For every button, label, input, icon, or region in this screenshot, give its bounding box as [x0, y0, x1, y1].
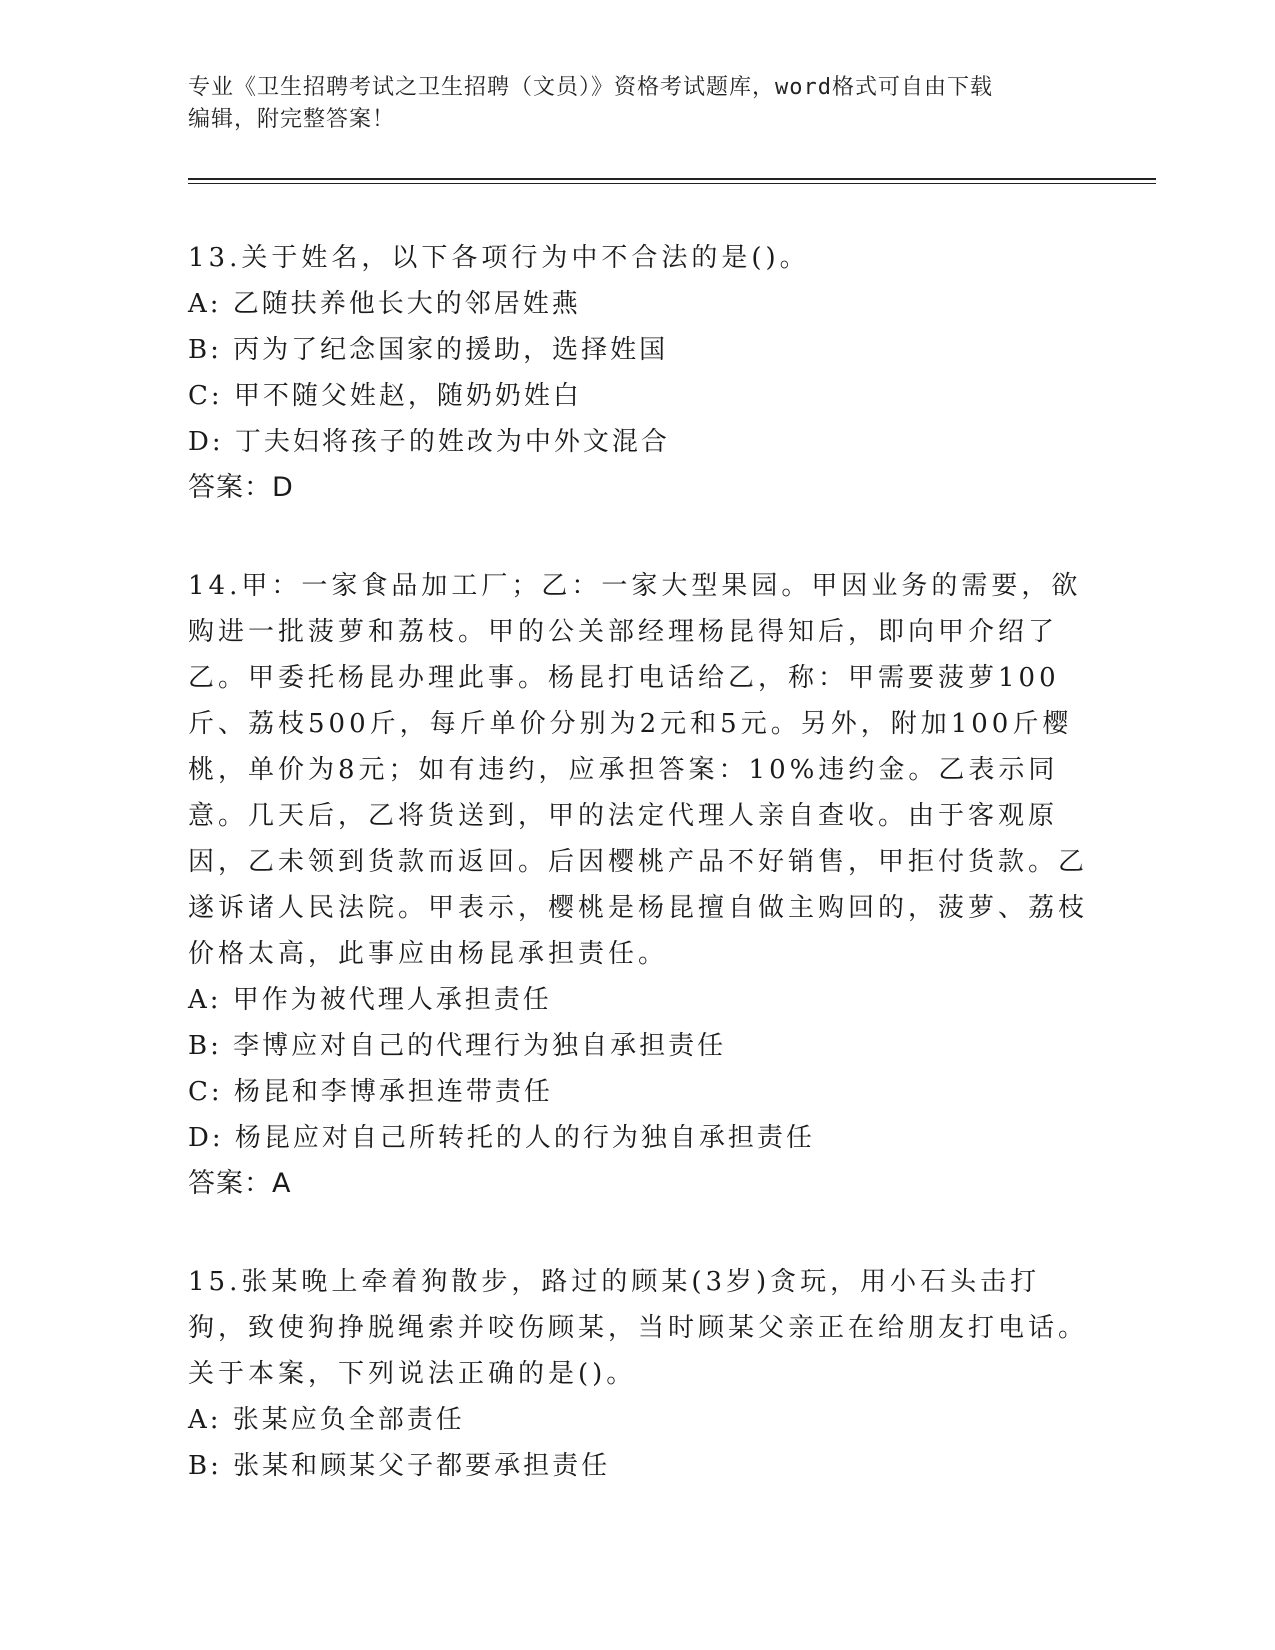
question-stem: 14.甲：一家食品加工厂；乙：一家大型果园。甲因业务的需要，欲购进一批菠萝和荔枝。甲的公关部经理杨昆得知后，即向甲介绍了乙。甲委托杨昆办理此事。杨昆打电话给乙，称：甲需要菠萝100斤、荔枝500斤，每斤单价分别为2元和5元。另外，附加100斤樱桃，单价为8元；如有违约，应承担答案：10%违约金。乙表示同意。几天后，乙将货送到，甲的法定代理人亲自查收。由于客观原因，乙未领到货款而返回。后因樱桃产品不好销售，甲拒付货款。乙遂诉诸人民法院。甲表示，樱桃是杨昆擅自做主购回的，菠萝、荔枝价格太高，此事应由杨昆承担责任。 — [188, 571, 1089, 969]
option-b: B: 李博应对自己的代理行为独自承担责任 — [188, 1031, 727, 1061]
question-15 — [188, 1259, 1088, 1489]
header-rule-thin — [188, 183, 1156, 184]
option-d: D: 杨昆应对自己所转托的人的行为独自承担责任 — [188, 1123, 815, 1153]
question-spacer — [188, 1207, 1088, 1259]
answer: 答案：D — [188, 472, 294, 503]
question-13 — [188, 235, 1088, 511]
option-a: A: 张某应负全部责任 — [188, 1405, 465, 1435]
option-c: C: 杨昆和李博承担连带责任 — [188, 1077, 553, 1107]
answer: 答案：A — [188, 1168, 292, 1199]
option-b: B: 丙为了纪念国家的援助，选择姓国 — [188, 335, 669, 365]
option-c: C: 甲不随父姓赵，随奶奶姓白 — [188, 381, 582, 411]
question-list — [188, 235, 1088, 1489]
question-stem: 15.张某晚上牵着狗散步，路过的顾某(3岁)贪玩，用小石头击打狗，致使狗挣脱绳索并咬伤顾某，当时顾某父亲正在给朋友打电话。关于本案，下列说法正确的是()。 — [188, 1267, 1089, 1389]
option-a: A: 乙随扶养他长大的邻居姓燕 — [188, 289, 581, 319]
question-spacer — [188, 511, 1088, 563]
question-14 — [188, 563, 1088, 1207]
option-d: D: 丁夫妇将孩子的姓改为中外文混合 — [188, 427, 670, 457]
question-stem: 13.关于姓名，以下各项行为中不合法的是()。 — [188, 243, 810, 273]
option-a: A: 甲作为被代理人承担责任 — [188, 985, 552, 1015]
option-b: B: 张某和顾某父子都要承担责任 — [188, 1451, 611, 1481]
header-line-1: 专业《卫生招聘考试之卫生招聘（文员）》资格考试题库，word格式可自由下载 — [188, 75, 993, 100]
page-header — [188, 72, 1068, 136]
header-line-2: 编辑，附完整答案！ — [188, 107, 396, 132]
header-rule-thick — [188, 178, 1156, 180]
